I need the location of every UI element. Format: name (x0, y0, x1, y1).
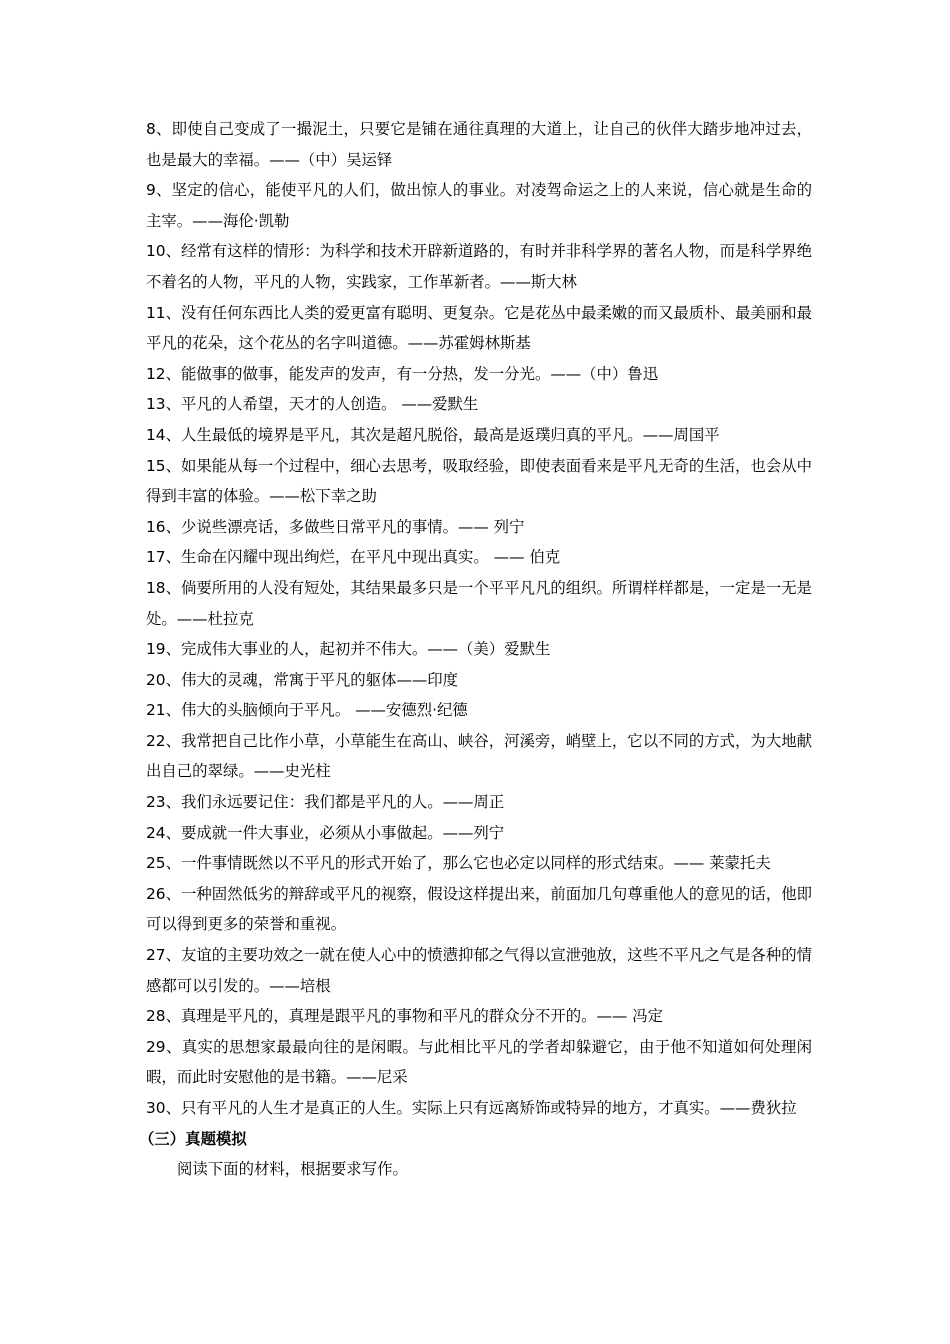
quote-item: 9、坚定的信心，能使平凡的人们，做出惊人的事业。对凌驾命运之上的人来说，信心就是生命的主宰。——海伦·凯勒 (146, 181, 812, 230)
quote-item: 22、我常把自己比作小草，小草能生在高山、峡谷，河溪旁，峭壁上，它以不同的方式，为大地献出自己的翠绿。——史光柱 (146, 731, 812, 781)
quote-item: 17、生命在闪耀中现出绚烂，在平凡中现出真实。 —— 伯克 (146, 548, 561, 567)
quote-item: 14、人生最低的境界是平凡，其次是超凡脱俗，最高是返璞归真的平凡。——周国平 (146, 425, 720, 444)
document-content (139, 114, 812, 1185)
quote-item: 21、伟大的头脑倾向于平凡。 ——安德烈·纪德 (146, 701, 468, 720)
quote-item: 16、少说些漂亮话，多做些日常平凡的事情。—— 列宁 (146, 517, 525, 536)
quote-item: 11、没有任何东西比人类的爱更富有聪明、更复杂。它是花丛中最柔嫩的而又最质朴、最美丽和最平凡的花朵，这个花丛的名字叫道德。——苏霍姆林斯基 (146, 303, 812, 353)
quote-item: 28、真理是平凡的，真理是跟平凡的事物和平凡的群众分不开的。—— 冯定 (146, 1007, 663, 1026)
quote-item: 25、一件事情既然以不平凡的形式开始了，那么它也必定以同样的形式结束。—— 莱蒙托夫 (146, 854, 771, 873)
quote-item: 30、只有平凡的人生才是真正的人生。实际上只有远离矫饰或特异的地方，才真实。——费狄拉 (146, 1099, 797, 1117)
writing-instruction: 阅读下面的材料，根据要求写作。 (177, 1160, 408, 1179)
section-heading: （三）真题模拟 (139, 1129, 247, 1148)
quote-item: 24、要成就一件大事业，必须从小事做起。——列宁 (146, 823, 505, 842)
quote-item: 29、真实的思想家最最向往的是闲暇。与此相比平凡的学者却躲避它，由于他不知道如何处理闲暇，而此时安慰他的是书籍。——尼采 (146, 1037, 812, 1087)
quote-item: 13、平凡的人希望，天才的人创造。 ——爱默生 (146, 395, 479, 414)
quote-item: 10、经常有这样的情形：为科学和技术开辟新道路的，有时并非科学界的著名人物，而是科学界绝不着名的人物，平凡的人物，实践家，工作革新者。——斯大林 (146, 242, 812, 291)
quote-item: 15、如果能从每一个过程中，细心去思考，吸取经验，即使表面看来是平凡无奇的生活，也会从中得到丰富的体验。——松下幸之助 (146, 456, 812, 506)
quote-item: 8、即使自己变成了一撮泥土，只要它是铺在通往真理的大道上，让自己的伙伴大踏步地冲过去，也是最大的幸福。——（中）吴运铎 (146, 120, 812, 169)
quote-item: 23、我们永远要记住：我们都是平凡的人。——周正 (146, 793, 505, 812)
quote-item: 20、伟大的灵魂，常寓于平凡的躯体——印度 (146, 670, 459, 689)
quote-item: 27、友谊的主要功效之一就在使人心中的愤懑抑郁之气得以宣泄弛放，这些不平凡之气是各种的情感都可以引发的。——培根 (146, 946, 812, 995)
quote-item: 18、倘要所用的人没有短处，其结果最多只是一个平平凡凡的组织。所谓样样都是，一定是一无是处。——杜拉克 (146, 578, 812, 628)
quote-item: 12、能做事的做事，能发声的发声，有一分热，发一分光。——（中）鲁迅 (146, 364, 659, 383)
quote-item: 26、一种固然低劣的辩辞或平凡的视察，假设这样提出来，前面加几句尊重他人的意见的话，他即可以得到更多的荣誉和重视。 (146, 884, 812, 934)
quote-item: 19、完成伟大事业的人，起初并不伟大。——（美）爱默生 (146, 640, 551, 659)
